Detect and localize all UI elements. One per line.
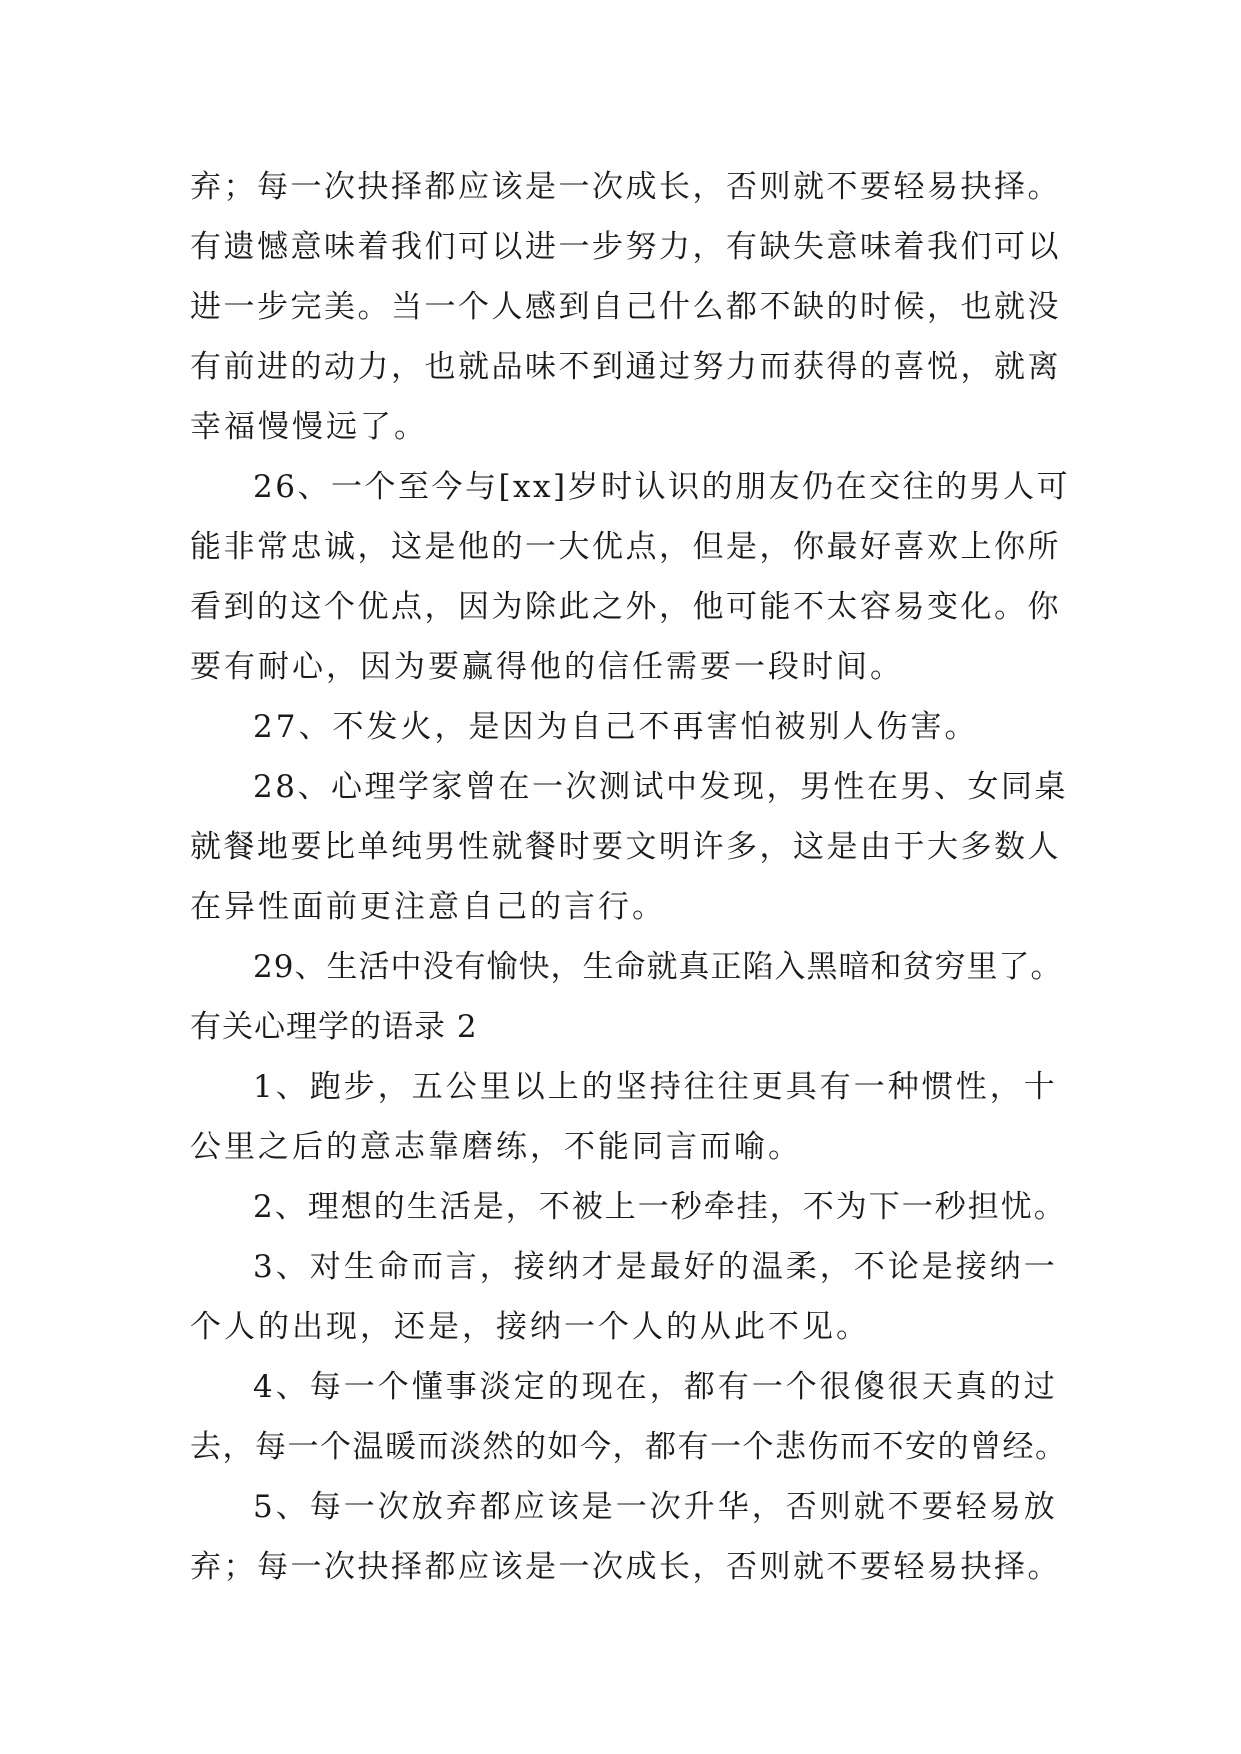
text-line: 26、一个至今与[xx]岁时认识的朋友仍在交往的男人可 — [253, 469, 1071, 505]
text-line: 个人的出现，还是，接纳一个人的从此不见。 — [190, 1309, 870, 1345]
text-line: 能非常忠诚，这是他的一大优点，但是，你最好喜欢上你所 — [190, 529, 1061, 565]
text-line: 29、生活中没有愉快，生命就真正陷入黑暗和贫穷里了。 — [253, 949, 1063, 985]
text-line: 有前进的动力，也就品味不到通过努力而获得的喜悦，就离 — [190, 349, 1061, 385]
text-line: 弃；每一次抉择都应该是一次成长，否则就不要轻易抉择。 — [190, 1549, 1061, 1585]
text-line: 幸福慢慢远了。 — [190, 409, 428, 445]
text-line: 2、理想的生活是，不被上一秒牵挂，不为下一秒担忧。 — [253, 1189, 1067, 1225]
text-line: 进一步完美。当一个人感到自己什么都不缺的时候，也就没 — [190, 289, 1061, 325]
text-line: 27、不发火，是因为自己不再害怕被别人伤害。 — [253, 709, 979, 745]
text-line: 去，每一个温暖而淡然的如今，都有一个悲伤而不安的曾经。 — [190, 1429, 1068, 1465]
text-line: 在异性面前更注意自己的言行。 — [190, 889, 666, 925]
section-heading: 有关心理学的语录 2 — [190, 1009, 478, 1045]
text-line: 28、心理学家曾在一次测试中发现，男性在男、女同桌 — [253, 769, 1068, 805]
text-line: 4、每一个懂事淡定的现在，都有一个很傻很天真的过 — [253, 1369, 1058, 1405]
text-line: 公里之后的意志靠磨练，不能同言而喻。 — [190, 1129, 802, 1165]
text-line: 看到的这个优点，因为除此之外，他可能不太容易变化。你 — [190, 589, 1061, 625]
text-line: 就餐地要比单纯男性就餐时要文明许多，这是由于大多数人 — [190, 829, 1061, 865]
text-line: 有遗憾意味着我们可以进一步努力，有缺失意味着我们可以 — [190, 229, 1061, 265]
text-line: 要有耐心，因为要赢得他的信任需要一段时间。 — [190, 649, 904, 685]
text-line: 5、每一次放弃都应该是一次升华，否则就不要轻易放 — [253, 1489, 1058, 1525]
text-line: 1、跑步，五公里以上的坚持往往更具有一种惯性，十 — [253, 1069, 1058, 1105]
document-body — [190, 157, 1070, 1597]
text-line: 弃；每一次抉择都应该是一次成长，否则就不要轻易抉择。 — [190, 169, 1061, 205]
text-line: 3、对生命而言，接纳才是最好的温柔，不论是接纳一 — [253, 1249, 1058, 1285]
